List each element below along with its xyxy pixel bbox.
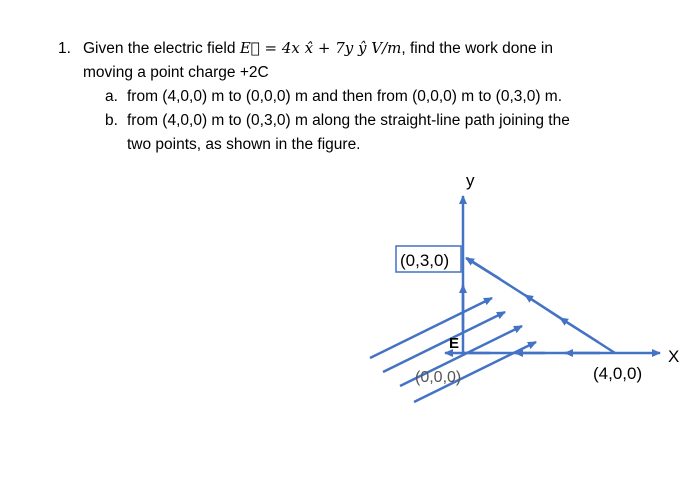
y-axis-label: y bbox=[466, 171, 475, 190]
field-expression: E⃗ = 4x x̂ + 7y ŷ V/m bbox=[239, 39, 402, 57]
part-a-text: from (4,0,0) m to (0,0,0) m and then from (0,0,0) m to (0,3,0) m. bbox=[127, 88, 563, 105]
point-a-label: (4,0,0) bbox=[593, 364, 643, 383]
path-b-arrow-2 bbox=[525, 295, 560, 318]
problem-number: 1. bbox=[58, 40, 71, 57]
part-a-label: a. bbox=[105, 88, 118, 105]
x-axis-label: X bbox=[668, 347, 680, 366]
part-b-text: from (4,0,0) m to (0,3,0) m along the straight-line path joining the bbox=[127, 112, 570, 129]
point-b-label: (0,3,0) bbox=[400, 251, 450, 270]
field-label: E bbox=[449, 335, 460, 352]
path-b-arrow-1 bbox=[560, 318, 598, 342]
origin-label: (0,0,0) bbox=[415, 369, 462, 386]
part-b-label: b. bbox=[105, 112, 118, 129]
statement-rest: , find the work done in bbox=[401, 40, 553, 57]
part-b-text-line-2: two points, as shown in the figure. bbox=[127, 136, 361, 153]
statement-line-2: moving a point charge +2C bbox=[83, 64, 269, 81]
path-b-arrow-3 bbox=[466, 258, 500, 279]
statement-intro: Given the electric field bbox=[83, 40, 236, 57]
path-b bbox=[466, 258, 615, 353]
